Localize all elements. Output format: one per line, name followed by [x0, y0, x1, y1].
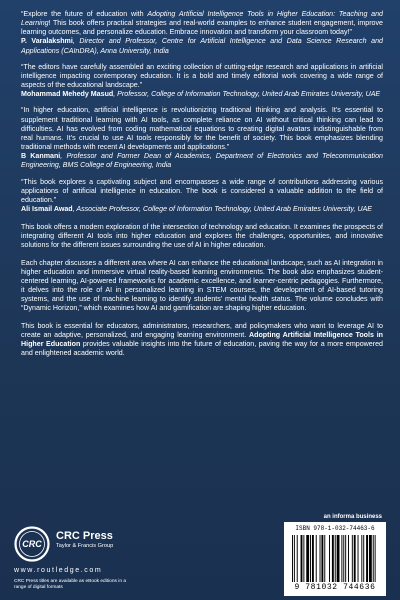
description-paragraph-2: Each chapter discusses a different area where AI can enhance the educational landscape, such as AI integration in higher education and immersive virtual reality-based learning environments. The book also emphasizes student-centered learning, AI-powered frameworks for academic excellence, and learner-centric pedagogies. Furthermore, it delves into the role of AI in personalized learning in STEM courses, the development of AI-based tutoring systems, and the use of machine learning to identify students’ mental health status. The volume concludes with “Dynamic Horizon,” which examines how AI and gamification are shaping higher education.	[21, 258, 383, 313]
barcode-bar	[369, 535, 372, 582]
quote-text: ! This book offers practical strategies and real-world examples to enhance student engagement, improve learning outcomes, and personalize education. Embrace innovation and transform your classroom today!”	[21, 19, 383, 37]
barcode-bar	[335, 535, 336, 582]
barcode-bar	[366, 535, 368, 582]
barcode-bar	[373, 535, 374, 582]
quote-text: “The editors have carefully assembled an exciting collection of cutting-edge research and applications in artificial intelligence impacting contemporary education. It is a bold and timely editorial work covering a wide range of aspects of the educational landscape.”	[21, 62, 383, 90]
quote-text: “In higher education, artificial intelligence is revolutionizing traditional thinking and analysis. It’s essential to supplement traditional learning with AI tools, as complete reliance on AI without critical thinking can lead to difficulties. AI has evolved from coding mathematical equations to creating digital avatars indistinguishable from real humans. It’s crucial to use AI tools responsibly for the benefit of society. This book emphasizes blending traditional methods with recent AI developments and applications.”	[21, 106, 383, 152]
barcode-bar	[358, 535, 359, 582]
quote-text: “This book explores a captivating subject and encompasses a wide range of contributions addressing various applications of artificial intelligence in education. The book is considered a valuable addition to the field of education.”	[21, 177, 383, 204]
description-book-title: Adopting Artificial Intelligence Tools in Higher Education	[21, 330, 383, 348]
endorsement-3	[21, 106, 383, 170]
barcode-bar	[294, 535, 295, 582]
barcode-bar	[297, 535, 298, 582]
endorser-role: , Director and Professor, Centre for Artificial Intelligence and Data Science Research and Applications (CAInDRA), Anna University, India	[21, 37, 383, 55]
barcode-bar	[329, 535, 330, 582]
publisher-group: Taylor & Francis Group	[56, 543, 114, 549]
barcode-bar	[341, 535, 342, 582]
barcode-bar	[301, 535, 303, 582]
barcode-bar	[363, 535, 364, 582]
endorser	[21, 37, 383, 55]
barcode-bar	[306, 535, 309, 582]
isbn-text: ISBN 978-1-032-74463-6	[295, 525, 375, 532]
crc-press-logo-icon	[14, 526, 50, 562]
ebook-note: CRC Press titles are available as eBook editions in a range of digital formats	[14, 579, 126, 590]
barcode-bar	[316, 535, 317, 582]
endorser-role: , Professor and Former Dean of Academics, Department of Electronics and Telecommunication Engineering, BMS College of Engineering, India	[21, 152, 383, 170]
quote-book-title: Adopting Artificial Intelligence Tools in Higher Education: Teaching and Learning	[21, 10, 383, 28]
cover-footer	[0, 512, 400, 600]
logo-text: CRC	[22, 539, 42, 550]
barcode-bar	[337, 535, 340, 582]
barcode-bar	[312, 535, 314, 582]
barcode-bar	[352, 535, 353, 582]
barcode-bar	[324, 535, 325, 582]
barcode-bar	[361, 535, 362, 582]
endorsement-quote	[21, 10, 383, 37]
endorser-name: Ali Ismail Awad	[21, 204, 73, 213]
description-text: provides valuable insights into the future of education, paving the way for a more empowered and enlightened academic world.	[21, 339, 383, 357]
barcode-bar	[320, 535, 321, 582]
barcode-bar	[332, 535, 334, 582]
endorser-name: B Kanmani	[21, 152, 61, 161]
quote-text: “Explore the future of education with	[21, 10, 148, 18]
endorser	[21, 90, 383, 99]
endorser-name: Mohammad Mehedy Masud	[21, 90, 114, 99]
description-paragraph-3	[21, 322, 383, 359]
barcode-icon	[290, 535, 380, 582]
publisher-name: CRC Press	[56, 530, 113, 542]
endorsement-2	[21, 63, 383, 100]
endorsement-4	[21, 178, 383, 215]
barcode-bar	[343, 535, 344, 582]
barcode-bar	[348, 535, 349, 582]
cover-text	[21, 10, 383, 366]
description-paragraph-1: This book offers a modern exploration of the intersection of technology and education. It examines the prospects of integrating different AI tools into higher education and explores the challenges, opportunities, and innovative solutions for the different issues surrounding the use of AI in higher education.	[21, 223, 383, 250]
endorser	[21, 152, 383, 170]
barcode-bar	[292, 535, 293, 582]
informa-tagline: an informa business	[323, 514, 382, 520]
barcode-bar	[354, 535, 356, 582]
endorsement-quote	[21, 106, 383, 152]
endorser-name: P. Varalakshmi	[21, 37, 73, 46]
barcode-bar	[310, 535, 311, 582]
ean-number: 9 781032 744636	[294, 583, 376, 592]
barcode-bar	[375, 535, 376, 582]
publisher-website: www.routledge.com	[14, 567, 103, 574]
endorsement-quote	[21, 63, 383, 90]
endorser-role: , Professor, College of Information Technology, United Arab Emirates University, UAE	[113, 90, 381, 99]
endorser-role: , Associate Professor, College of Information Technology, United Arab Emirates University, UAE	[72, 204, 373, 213]
barcode-bar	[303, 535, 304, 582]
barcode-bar	[321, 535, 323, 582]
description-text: This book is essential for educators, administrators, researchers, and policymakers who want to leverage AI to create an adaptive, personalized, and engaging learning environment.	[21, 321, 383, 339]
endorsement-quote	[21, 178, 383, 205]
endorser	[21, 205, 383, 214]
barcode-panel	[284, 522, 386, 596]
endorsement-1	[21, 10, 383, 56]
barcode-bar	[345, 535, 346, 582]
